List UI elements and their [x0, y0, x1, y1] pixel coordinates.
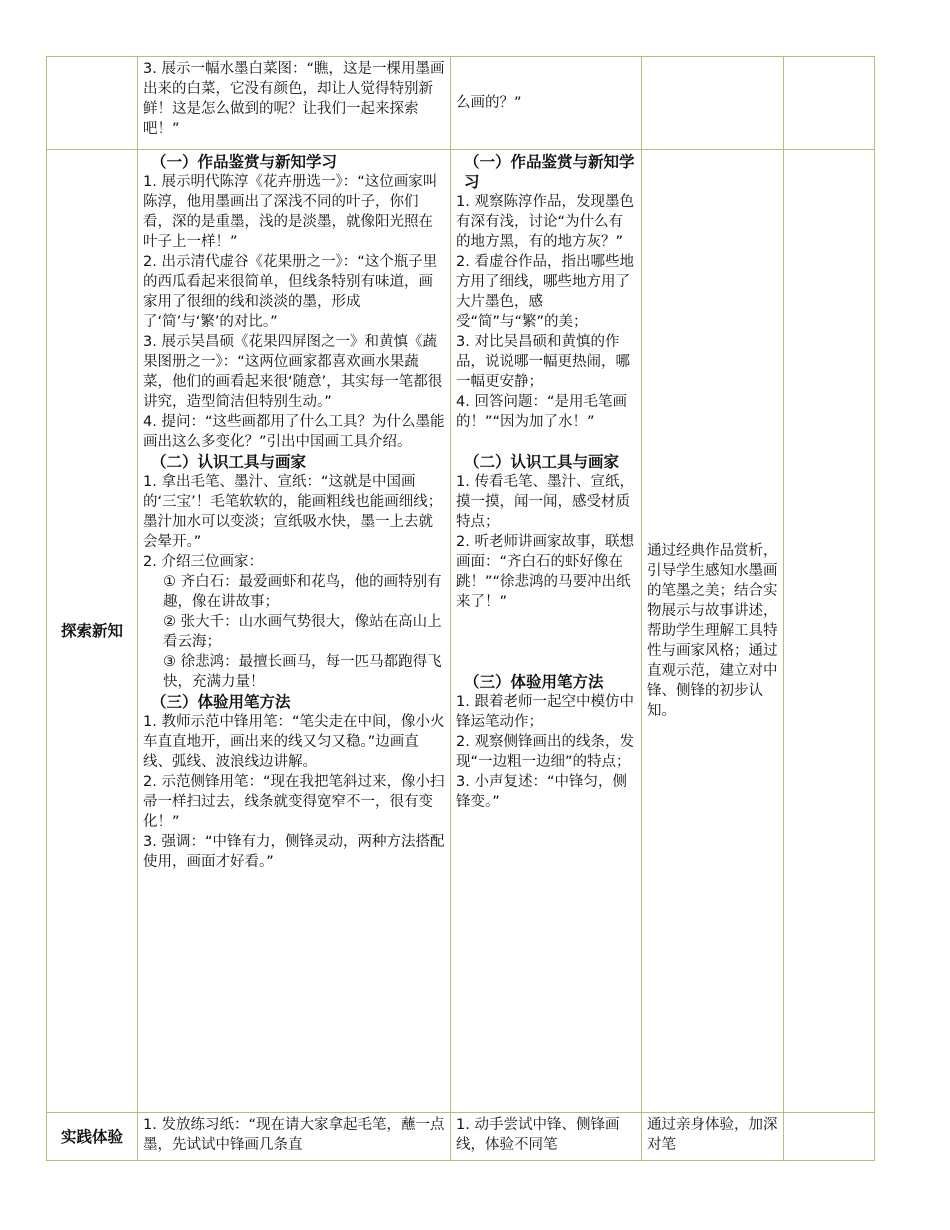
phase-label: 实践体验: [47, 1113, 138, 1161]
student-activity-cell: [451, 57, 642, 150]
section-heading: （三）体验用笔方法: [151, 692, 291, 711]
student-step: 3. 对比吴昌硕和黄慎的作品，说说哪一幅更热闹，哪一幅更安静；: [456, 334, 630, 390]
design-intent: 通过经典作品赏析，引导学生感知水墨画的笔墨之美；结合实物展示与故事讲述，帮助学生理解工具特性与画家风格；通过直观示范，建立对中锋、侧锋的初步认知。: [647, 543, 778, 719]
student-activity-cell: [451, 1113, 642, 1161]
student-step: 么画的？”: [456, 95, 522, 111]
section-heading: （二）认识工具与画家: [464, 452, 620, 471]
design-intent: 通过亲身体验，加深对笔: [647, 1117, 778, 1153]
teacher-step: 1. 发放练习纸：“现在请大家拿起毛笔，蘸一点墨，先试试中锋画几条直: [143, 1117, 445, 1153]
student-step: 2. 观察侧锋画出的线条，发现“一边粗一边细”的特点；: [456, 734, 634, 770]
painter-item: ③ 徐悲鸿：最擅长画马，每一匹马都跑得飞快，充满力量！: [163, 654, 442, 690]
teacher-activity-cell: [138, 1113, 451, 1161]
teacher-step: 1. 拿出毛笔、墨汁、宣纸：“这就是中国画的‘三宝’！毛笔软软的，能画粗线也能画细线；墨汁加水可以变淡；宣纸吸水快，墨一上去就会晕开。”: [143, 474, 443, 550]
notes-cell-empty: [784, 150, 875, 1113]
intent-cell-empty: [642, 57, 784, 150]
table-row: [47, 150, 875, 1113]
teacher-step: 3. 强调：“中锋有力，侧锋灵动，两种方法搭配使用，画面才好看。”: [143, 834, 445, 870]
student-step: 1. 观察陈淳作品，发现墨色有深有浅，讨论“为什么有的地方黑，有的地方灰？”: [456, 194, 634, 250]
student-step: 1. 动手尝试中锋、侧锋画线，体验不同笔: [456, 1117, 620, 1153]
teacher-step: 1. 教师示范中锋用笔：“笔尖走在中间，像小火车直直地开，画出来的线又匀又稳。”边画直线、弧线、波浪线边讲解。: [143, 714, 445, 770]
section-heading: （三）体验用笔方法: [464, 672, 604, 691]
section-heading: （一）作品鉴赏与新知学习: [464, 152, 635, 191]
section-heading: （二）认识工具与画家: [151, 452, 307, 471]
painter-item: ① 齐白石：最爱画虾和花鸟，他的画特别有趣，像在讲故事；: [163, 574, 442, 610]
teacher-activity-cell: [138, 57, 451, 150]
design-intent-cell: [642, 1113, 784, 1161]
teacher-step: 2. 示范侧锋用笔：“现在我把笔斜过来，像小扫帚一样扫过去，线条就变得宽窄不一，很有变化！”: [143, 774, 445, 830]
phase-cell-empty: [47, 57, 138, 150]
teacher-step: 3. 展示一幅水墨白菜图：“瞧，这是一棵用墨画出来的白菜，它没有颜色，却让人觉得特别新鲜！这是怎么做到的呢？让我们一起来探索吧！”: [143, 61, 445, 137]
student-step: 1. 传看毛笔、墨汁、宣纸，摸一摸，闻一闻，感受材质特点；: [456, 474, 634, 530]
teacher-step: 4. 提问：“这些画都用了什么工具？为什么墨能画出这么多变化？”引出中国画工具介绍。: [143, 414, 445, 450]
table-row: [47, 57, 875, 150]
student-step: 2. 看虚谷作品，指出哪些地方用了细线，哪些地方用了大片墨色，感受“简”与“繁”的美；: [456, 254, 634, 330]
student-step: 3. 小声复述：“中锋匀，侧锋变。”: [456, 774, 627, 810]
section-heading: （一）作品鉴赏与新知学习: [151, 152, 338, 171]
notes-cell-empty: [784, 57, 875, 150]
design-intent-cell: [642, 150, 784, 1113]
phase-label: 探索新知: [47, 150, 138, 1113]
notes-cell-empty: [784, 1113, 875, 1161]
spacer: [456, 432, 636, 452]
student-activity-cell: [451, 150, 642, 1113]
student-step: 1. 跟着老师一起空中模仿中锋运笔动作；: [456, 694, 634, 730]
painter-item: ② 张大千：山水画气势很大，像站在高山上看云海；: [163, 614, 442, 650]
teacher-step: 3. 展示吴昌硕《花果四屏图之一》和黄慎《蔬果图册之一》：“这两位画家都喜欢画水果蔬菜，他们的画看起来很‘随意’，其实每一笔都很讲究，造型简洁但特别生动。”: [143, 334, 443, 410]
student-step: 2. 听老师讲画家故事，联想画面：“齐白石的虾好像在跳！”“徐悲鸿的马要冲出纸来了！”: [456, 534, 634, 610]
table-row: [47, 1113, 875, 1161]
lesson-plan-table: [46, 56, 875, 1161]
student-step: 4. 回答问题：“是用毛笔画的！”“因为加了水！”: [456, 394, 627, 430]
teacher-step: 2. 介绍三位画家：: [143, 554, 263, 570]
teacher-activity-cell: [138, 150, 451, 1113]
teacher-step: 2. 出示清代虚谷《花果册之一》：“这个瓶子里的西瓜看起来很简单，但线条特别有味道，画家用了很细的线和淡淡的墨，形成了‘简’与‘繁’的对比。”: [143, 254, 438, 330]
spacer: [456, 612, 636, 672]
teacher-step: 1. 展示明代陈淳《花卉册选一》：“这位画家叫陈淳，他用墨画出了深浅不同的叶子，你们看，深的是重墨，浅的是淡墨，就像阳光照在叶子上一样！”: [143, 174, 438, 250]
